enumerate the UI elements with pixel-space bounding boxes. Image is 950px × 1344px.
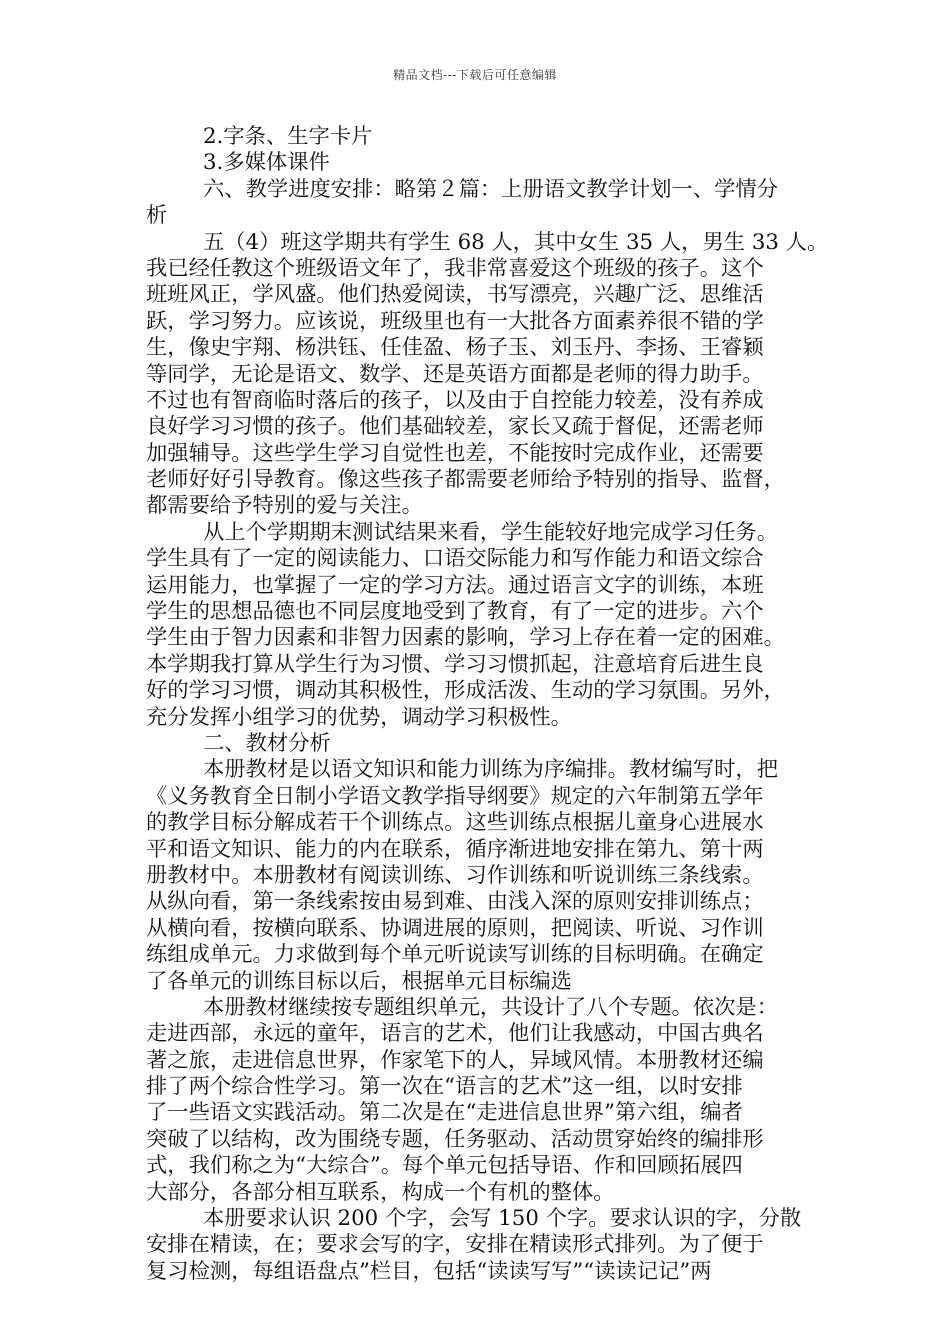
text-line: 我已经任教这个班级语文年了，我非常喜爱这个班级的孩子。这个 (146, 255, 764, 281)
page-header: 精品文档---下载后可任意编辑 (393, 68, 557, 82)
text-line: 3.多媒体课件 (203, 150, 330, 176)
text-line: 了各单元的训练目标以后，根据单元目标编选 (146, 968, 572, 994)
text-line: 式，我们称之为“大综合”。每个单元包括导语、作和回顾拓展四 (146, 1153, 743, 1179)
text-line: 本学期我打算从学生行为习惯、学习习惯抓起，注意培育后进生良 (146, 651, 764, 677)
text-line: 的教学目标分解成若干个训练点。这些训练点根据儿童身心进展水 (146, 810, 764, 836)
text-line: 析 (146, 203, 168, 229)
text-line: 都需要给予特别的爱与关注。 (146, 493, 423, 519)
text-line: 二、教材分析 (203, 730, 331, 756)
text-line: 本册教材继续按专题组织单元，共设计了八个专题。依次是： (203, 994, 779, 1020)
text-line: 六、教学进度安排：略第２篇：上册语文教学计划一、学情分 (203, 176, 779, 202)
text-line: 从横向看，按横向联系、协调进展的原则，把阅读、听说、习作训 (146, 915, 764, 941)
text-line: 练组成单元。力求做到每个单元听说读写训练的目标明确。在确定 (146, 942, 764, 968)
text-line: 五（4）班这学期共有学生 68 人，其中女生 35 人，男生 33 人。 (203, 229, 829, 255)
text-line: 不过也有智商临时落后的孩子，以及由于自控能力较差，没有养成 (146, 387, 764, 413)
text-line: 学生由于智力因素和非智力因素的影响，学习上存在着一定的困难。 (146, 625, 785, 651)
text-line: 突破了以结构，改为围绕专题，任务驱动、活动贯穿始终的编排形 (146, 1126, 764, 1152)
text-line: 充分发挥小组学习的优势，调动学习积极性。 (146, 704, 572, 730)
text-line: 运用能力，也掌握了一定的学习方法。通过语言文字的训练，本班 (146, 572, 764, 598)
text-line: 安排在精读，在；要求会写的字，安排在精读形式排列。为了便于 (146, 1232, 764, 1258)
text-line: 了一些语文实践活动。第二次是在“走进信息世界”第六组，编者 (146, 1100, 743, 1126)
text-line: 生，像史宇翔、杨洪钰、任佳盈、杨子玉、刘玉丹、李扬、王睿颖 (146, 335, 764, 361)
text-line: 著之旅，走进信息世界，作家笔下的人，异域风情。本册教材还编 (146, 1047, 764, 1073)
text-line: 大部分，各部分相互联系，构成一个有机的整体。 (146, 1179, 615, 1205)
text-line: 等同学，无论是语文、数学、还是英语方面都是老师的得力助手。 (146, 361, 764, 387)
document-body (146, 124, 829, 1285)
text-line: 跃，学习努力。应该说，班级里也有一大批各方面素养很不错的学 (146, 308, 764, 334)
text-line: 本册教材是以语文知识和能力训练为序编排。教材编写时，把 (203, 757, 779, 783)
text-line: 《义务教育全日制小学语文教学指导纲要》规定的六年制第五学年 (146, 783, 764, 809)
text-line: 从上个学期期末测试结果来看，学生能较好地完成学习任务。 (203, 519, 779, 545)
text-line: 学生具有了一定的阅读能力、口语交际能力和写作能力和语文综合 (146, 546, 764, 572)
text-line: 平和语文知识、能力的内在联系，循序渐进地安排在第九、第十两 (146, 836, 764, 862)
text-line: 2.字条、生字卡片 (203, 124, 373, 149)
text-line: 学生的思想品德也不同层度地受到了教育，有了一定的进步。六个 (146, 599, 764, 625)
text-line: 老师好好引导教育。像这些孩子都需要老师给予特别的指导、监督， (146, 467, 785, 493)
text-line: 本册要求认识 200 个字，会写 150 个字。要求认识的字，分散 (203, 1206, 802, 1232)
text-line: 走进西部，永远的童年，语言的艺术，他们让我感动，中国古典名 (146, 1021, 764, 1047)
text-line: 复习检测，每组语盘点”栏目，包括“读读写写”“读读记记”两 (146, 1258, 712, 1284)
text-line: 好的学习习惯，调动其积极性，形成活泼、生动的学习氛围。另外， (146, 678, 785, 704)
text-line: 排了两个综合性学习。第一次在“语言的艺术”这一组，以时安排 (146, 1074, 743, 1100)
text-line: 册教材中。本册教材有阅读训练、习作训练和听说训练三条线索。 (146, 862, 764, 888)
text-line: 良好学习习惯的孩子。他们基础较差，家长又疏于督促，还需老师 (146, 414, 764, 440)
text-line: 班班风正，学风盛。他们热爱阅读，书写漂亮，兴趣广泛、思维活 (146, 282, 764, 308)
text-line: 加强辅导。这些学生学习自觉性也差，不能按时完成作业，还需要 (146, 440, 764, 466)
text-line: 从纵向看，第一条线索按由易到难、由浅入深的原则安排训练点； (146, 889, 764, 915)
